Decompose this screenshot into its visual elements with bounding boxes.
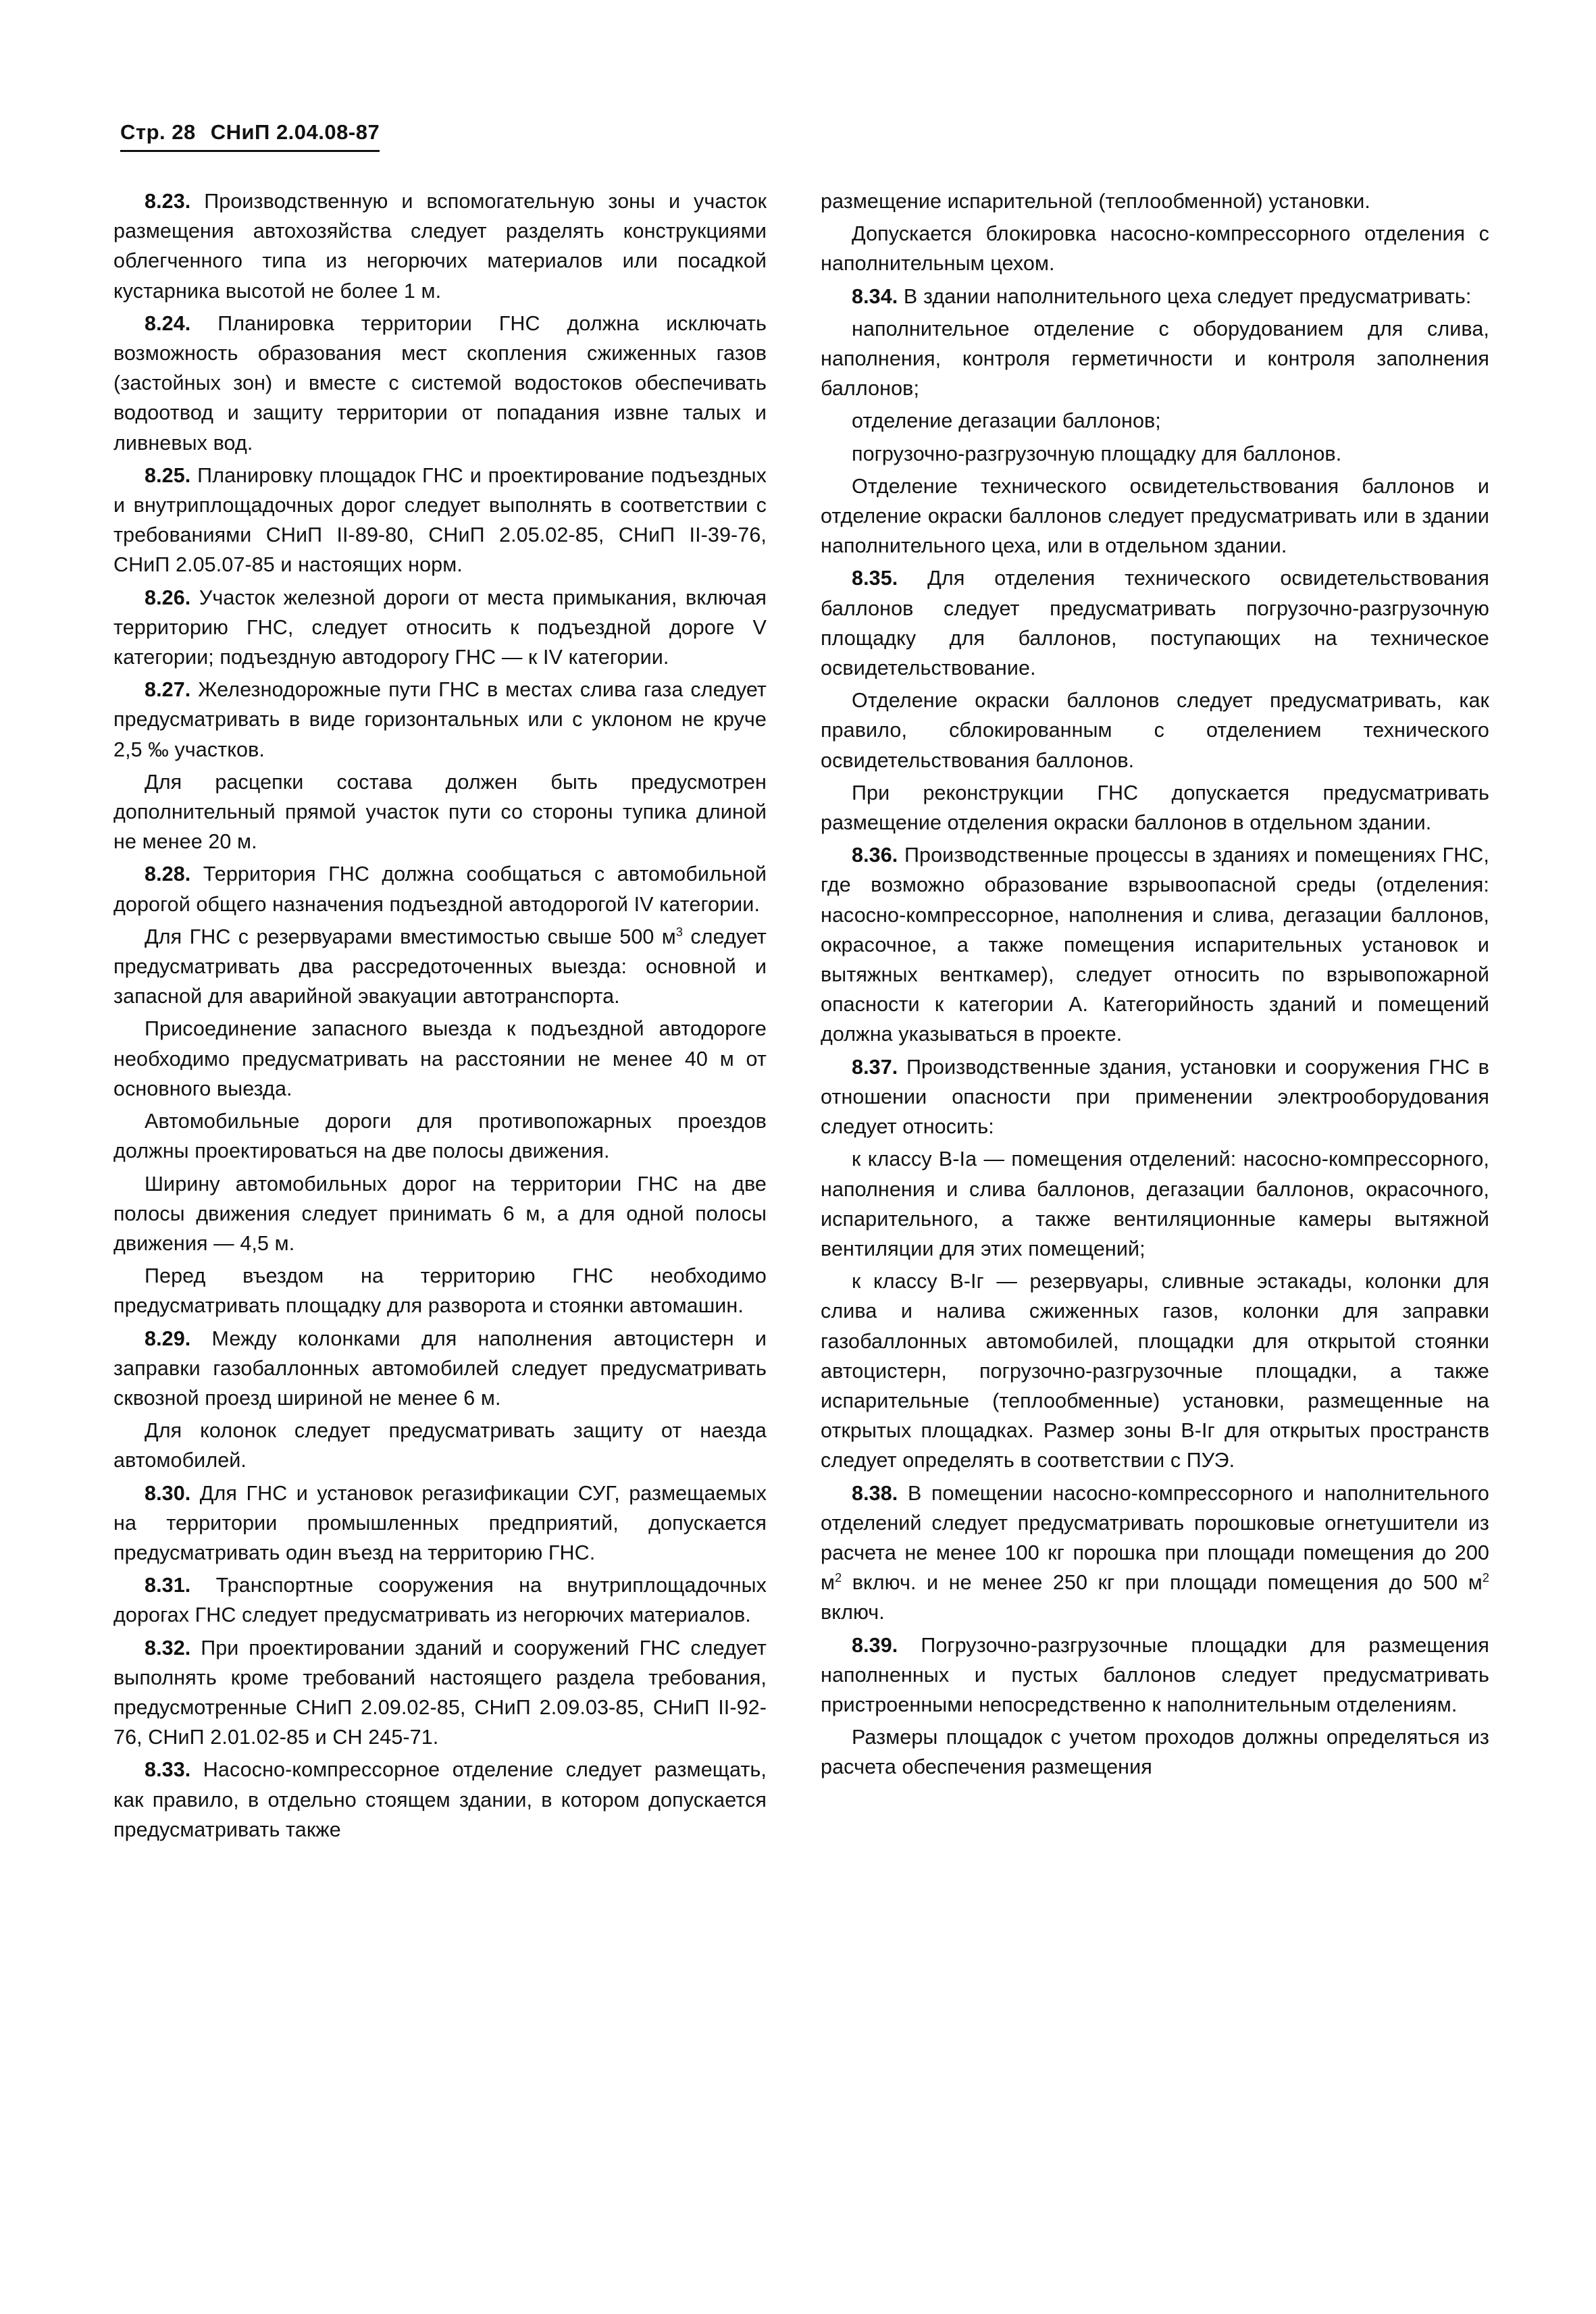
paragraph-text: Производственную и вспомогательную зоны и участок размещения автохозяйства следует разделять конструкциями облегченного типа из негорючих материалов или посадкой кустарника высотой не более 1 м. [113, 190, 767, 303]
paragraph [113, 922, 767, 1012]
clause-number: 8.33. [145, 1758, 191, 1782]
paragraph [821, 1266, 1489, 1475]
paragraph [113, 1416, 767, 1475]
clause-paragraph [113, 309, 767, 458]
superscript: 3 [675, 925, 683, 939]
paragraph-text: В помещении насосно-компрессорного и наполнительного отделений следует предусматривать порошковые огнетушители из расчета не менее 100 кг порошка при площади помещения до 200 м [821, 1481, 1489, 1595]
clause-number: 8.39. [852, 1633, 898, 1657]
clause-number: 8.23. [145, 190, 191, 213]
paragraph-text: Отделение технического освидетельствования баллонов и отделение окраски баллонов следует предусматривать или в здании наполнительного цеха, или в отдельном здании. [821, 474, 1489, 558]
paragraph-text: Допускается блокировка насосно-компрессорного отделения с наполнительным цехом. [821, 222, 1489, 276]
clause-number: 8.35. [852, 567, 898, 590]
clause-paragraph [113, 675, 767, 765]
paragraph-text: При проектировании зданий и сооружений ГНС следует выполнять кроме требований настоящего раздела требования, предусмотренные СНиП 2.09.02-85, СНиП 2.09.03-85, СНиП II-92-76, СНиП 2.01.02-85 и СН 245-71. [113, 1636, 767, 1749]
clause-number: 8.31. [145, 1574, 191, 1597]
paragraph-text: к классу В-Iа — помещения отделений: насосно-компрессорного, наполнения и слива баллонов, дегазации баллонов, окрасочного, испарительного, а также вентиляционные камеры вытяжной вентиляции для этих помещений; [821, 1148, 1489, 1260]
paragraph-text: Планировка территории ГНС должна исключать возможность образования мест скопления сжиженных газов (застойных зон) и вместе с системой водостоков обеспечивать водоотвод и защиту территории от попадания извне талых и ливневых вод. [113, 311, 767, 455]
clause-paragraph [113, 1755, 767, 1845]
clause-paragraph [113, 1570, 767, 1630]
paragraph-text: Для колонок следует предусматривать защиту от наезда автомобилей. [113, 1419, 767, 1472]
paragraph-text: включ. и не менее 250 кг при площади помещения до 500 м [842, 1571, 1483, 1595]
clause-number: 8.28. [145, 863, 191, 886]
clause-number: 8.38. [852, 1481, 898, 1505]
clause-paragraph [113, 859, 767, 919]
paragraph-text: включ. [821, 1601, 885, 1624]
paragraph [113, 1261, 767, 1320]
paragraph-text: При реконструкции ГНС допускается предусматривать размещение отделения окраски баллонов в отдельном здании. [821, 781, 1489, 835]
paragraph [113, 1169, 767, 1259]
paragraph-text: Планировку площадок ГНС и проектирование подъездных и внутриплощадочных дорог следует выполнять в соответствии с требованиями СНиП II-89-80, СНиП 2.05.02-85, СНиП II-39-76, СНиП 2.05.07-85 и настоящих норм. [113, 463, 767, 577]
clause-number: 8.29. [145, 1327, 191, 1350]
clause-number: 8.27. [145, 678, 191, 702]
page-number-label: Стр. 28 [120, 120, 196, 144]
paragraph [821, 219, 1489, 278]
paragraph-text: Погрузочно-разгрузочные площадки для размещения наполненных и пустых баллонов следует предусматривать пристроенными непосредственно к наполнительным отделениям. [821, 1633, 1489, 1716]
paragraph-text: Размеры площадок с учетом проходов должны определяться из расчета обеспечения размещения [821, 1726, 1489, 1779]
paragraph [113, 1014, 767, 1104]
paragraph [113, 767, 767, 857]
paragraph-text: В здании наполнительного цеха следует предусматривать: [903, 284, 1472, 308]
paragraph [821, 1144, 1489, 1264]
left-column [113, 186, 767, 1847]
paragraph-text: Ширину автомобильных дорог на территории ГНС на две полосы движения следует принимать 6 м, а для одной полосы движения — 4,5 м. [113, 1172, 767, 1255]
paragraph [821, 314, 1489, 404]
paragraph-text: размещение испарительной (теплообменной) установки. [821, 190, 1370, 213]
paragraph-text: Транспортные сооружения на внутриплощадочных дорогах ГНС следует предусматривать из негорючих материалов. [113, 1574, 767, 1627]
clause-paragraph [821, 1630, 1489, 1720]
paragraph [821, 471, 1489, 561]
paragraph-text: следует предусматривать два рассредоточенных выезда: основной и запасной для аварийной эвакуации автотранспорта. [113, 925, 767, 1008]
paragraph-text: Присоединение запасного выезда к подъездной автодороге необходимо предусматривать на расстоянии не менее 40 м от основного выезда. [113, 1017, 767, 1100]
paragraph-text: к классу В-Iг — резервуары, сливные эстакады, колонки для слива и налива сжиженных газов, колонки для заправки газобаллонных автомобилей, площадки для открытой стоянки автоцистерн, погрузочно-разгрузочные площадки, а также испарительные (теплообменные) установки, размещенные на открытых площадках. Размер зоны В-Iг для открытых пространств следует определять в соответствии с ПУЭ. [821, 1270, 1489, 1472]
paragraph-text: погрузочно-разгрузочную площадку для баллонов. [852, 442, 1342, 465]
paragraph [821, 406, 1489, 436]
clause-paragraph [821, 1052, 1489, 1142]
clause-paragraph [821, 563, 1489, 683]
clause-paragraph [821, 840, 1489, 1049]
paragraph [821, 186, 1489, 216]
clause-number: 8.36. [852, 844, 898, 867]
clause-paragraph [113, 186, 767, 306]
paragraph-text: Автомобильные дороги для противопожарных проездов должны проектироваться на две полосы движения. [113, 1110, 767, 1163]
right-column [821, 186, 1489, 1785]
superscript: 2 [1482, 1570, 1489, 1585]
paragraph-text: наполнительное отделение с оборудованием для слива, наполнения, контроля герметичности и контроля заполнения баллонов; [821, 317, 1489, 401]
paragraph [821, 1722, 1489, 1782]
paragraph-text: Участок железной дороги от места примыкания, включая территорию ГНС, следует относить к подъездной дороге V категории; подъездную автодорогу ГНС — к IV категории. [113, 586, 767, 669]
clause-paragraph [113, 1633, 767, 1753]
paragraph-text: Территория ГНС должна сообщаться с автомобильной дорогой общего назначения подъездной автодорогой IV категории. [113, 863, 767, 916]
paragraph-text: Насосно-компрессорное отделение следует размещать, как правило, в отдельно стоящем здании, в котором допускается предусматривать также [113, 1758, 767, 1841]
paragraph-text: отделение дегазации баллонов; [852, 409, 1161, 433]
clause-paragraph [821, 1479, 1489, 1628]
paragraph-text: Производственные здания, установки и сооружения ГНС в отношении опасности при применении электрооборудования следует относить: [821, 1055, 1489, 1139]
clause-paragraph [113, 461, 767, 580]
clause-paragraph [113, 583, 767, 673]
paragraph-text: Для отделения технического освидетельствования баллонов следует предусматривать погрузочно-разгрузочную площадку для баллонов, поступающих на техническое освидетельствование. [821, 567, 1489, 680]
document-code: СНиП 2.04.08-87 [210, 120, 380, 144]
paragraph-text: Производственные процессы в зданиях и помещениях ГНС, где возможно образование взрывоопасной среды (отделения: насосно-компрессорное, наполнения и слива, дегазации баллонов, окрасочное, а также помещения испарительных установок и вытяжных венткамер), следует относить по взрывопожарной опасности к категории А. Категорийность зданий и помещений должна указываться в проекте. [821, 844, 1489, 1046]
clause-number: 8.34. [852, 284, 898, 308]
clause-number: 8.25. [145, 463, 191, 487]
paragraph-text: Железнодорожные пути ГНС в местах слива газа следует предусматривать в виде горизонтальных или с уклоном не круче 2,5 ‰ участков. [113, 678, 767, 761]
clause-number: 8.37. [852, 1055, 898, 1079]
paragraph [113, 1106, 767, 1166]
clause-number: 8.32. [145, 1636, 191, 1660]
paragraph-text: Отделение окраски баллонов следует предусматривать, как правило, сблокированным с отделением технического освидетельствования баллонов. [821, 689, 1489, 772]
clause-paragraph [821, 282, 1489, 311]
paragraph [821, 686, 1489, 775]
clause-number: 8.30. [145, 1481, 191, 1505]
paragraph-text: Для ГНС с резервуарами вместимостью свыше 500 м [145, 925, 676, 948]
paragraph-text: Для расцепки состава должен быть предусмотрен дополнительный прямой участок пути со стороны тупика длиной не менее 20 м. [113, 770, 767, 854]
paragraph [821, 439, 1489, 469]
clause-paragraph [113, 1324, 767, 1414]
running-head [120, 120, 380, 152]
paragraph-text: Перед въездом на территорию ГНС необходимо предусматривать площадку для разворота и стоянки автомашин. [113, 1264, 767, 1318]
superscript: 2 [835, 1570, 842, 1585]
clause-number: 8.24. [145, 311, 191, 335]
paragraph-text: Между колонками для наполнения автоцистерн и заправки газобаллонных автомобилей следует предусматривать сквозной проезд шириной не менее 6 м. [113, 1327, 767, 1410]
clause-number: 8.26. [145, 586, 191, 609]
paragraph [821, 778, 1489, 838]
paragraph-text: Для ГНС и установок регазификации СУГ, размещаемых на территории промышленных предприятий, допускается предусматривать один въезд на территорию ГНС. [113, 1481, 767, 1564]
clause-paragraph [113, 1479, 767, 1568]
